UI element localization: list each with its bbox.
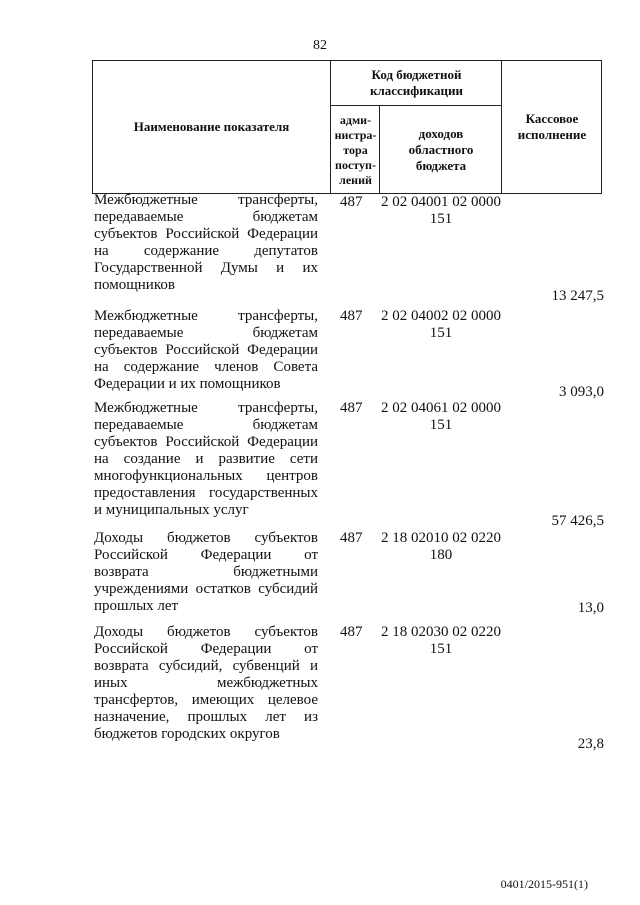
header-income-column: доходов областного бюджета xyxy=(379,105,502,194)
header-code-group: Код бюджетной классификации xyxy=(330,60,502,106)
row-name: Межбюджетные трансферты, передаваемые бюджетам субъектов Российской Федерации на создание и развитие сети многофункциональных центров предоставления государственных и муниципальных услуг xyxy=(94,400,318,518)
row-admin-code: 487 xyxy=(340,400,363,416)
row-amount: 23,8 xyxy=(577,736,604,752)
row-admin-code: 487 xyxy=(340,308,363,324)
row-amount: 13 247,5 xyxy=(551,288,604,304)
row-income-code: 2 18 02030 02 0220 151 xyxy=(381,624,501,657)
row-income-code: 2 02 04002 02 0000 151 xyxy=(381,308,501,341)
header-amount-column: Кассовое исполнение xyxy=(501,60,602,194)
row-income-code: 2 02 04061 02 0000 151 xyxy=(381,400,501,433)
page-number: 82 xyxy=(313,38,327,53)
header-admin-column: адми-нистра-тора поступ-лений xyxy=(330,105,380,194)
row-income-code: 2 18 02010 02 0220 180 xyxy=(381,530,501,563)
header-name-column: Наименование показателя xyxy=(133,119,290,134)
row-admin-code: 487 xyxy=(340,194,363,210)
row-amount: 13,0 xyxy=(577,600,604,616)
row-amount: 3 093,0 xyxy=(559,384,604,400)
row-admin-code: 487 xyxy=(340,624,363,640)
row-amount: 57 426,5 xyxy=(551,513,604,529)
row-name: Межбюджетные трансферты, передаваемые бюджетам субъектов Российской Федерации на содержание членов Совета Федерации и их помощников xyxy=(94,308,318,392)
document-code: 0401/2015-951(1) xyxy=(500,877,588,891)
row-name: Межбюджетные трансферты, передаваемые бюджетам субъектов Российской Федерации на содержание депутатов Государственной Думы и их помощников xyxy=(94,192,318,293)
row-name: Доходы бюджетов субъектов Российской Федерации от возврата субсидий, субвенций и иных межбюджетных трансфертов, имеющих целевое назначение, прошлых лет из бюджетов городских округов xyxy=(94,624,318,742)
row-income-code: 2 02 04001 02 0000 151 xyxy=(381,194,501,227)
row-name: Доходы бюджетов субъектов Российской Федерации от возврата бюджетными учреждениями остатков субсидий прошлых лет xyxy=(94,530,318,614)
row-admin-code: 487 xyxy=(340,530,363,546)
